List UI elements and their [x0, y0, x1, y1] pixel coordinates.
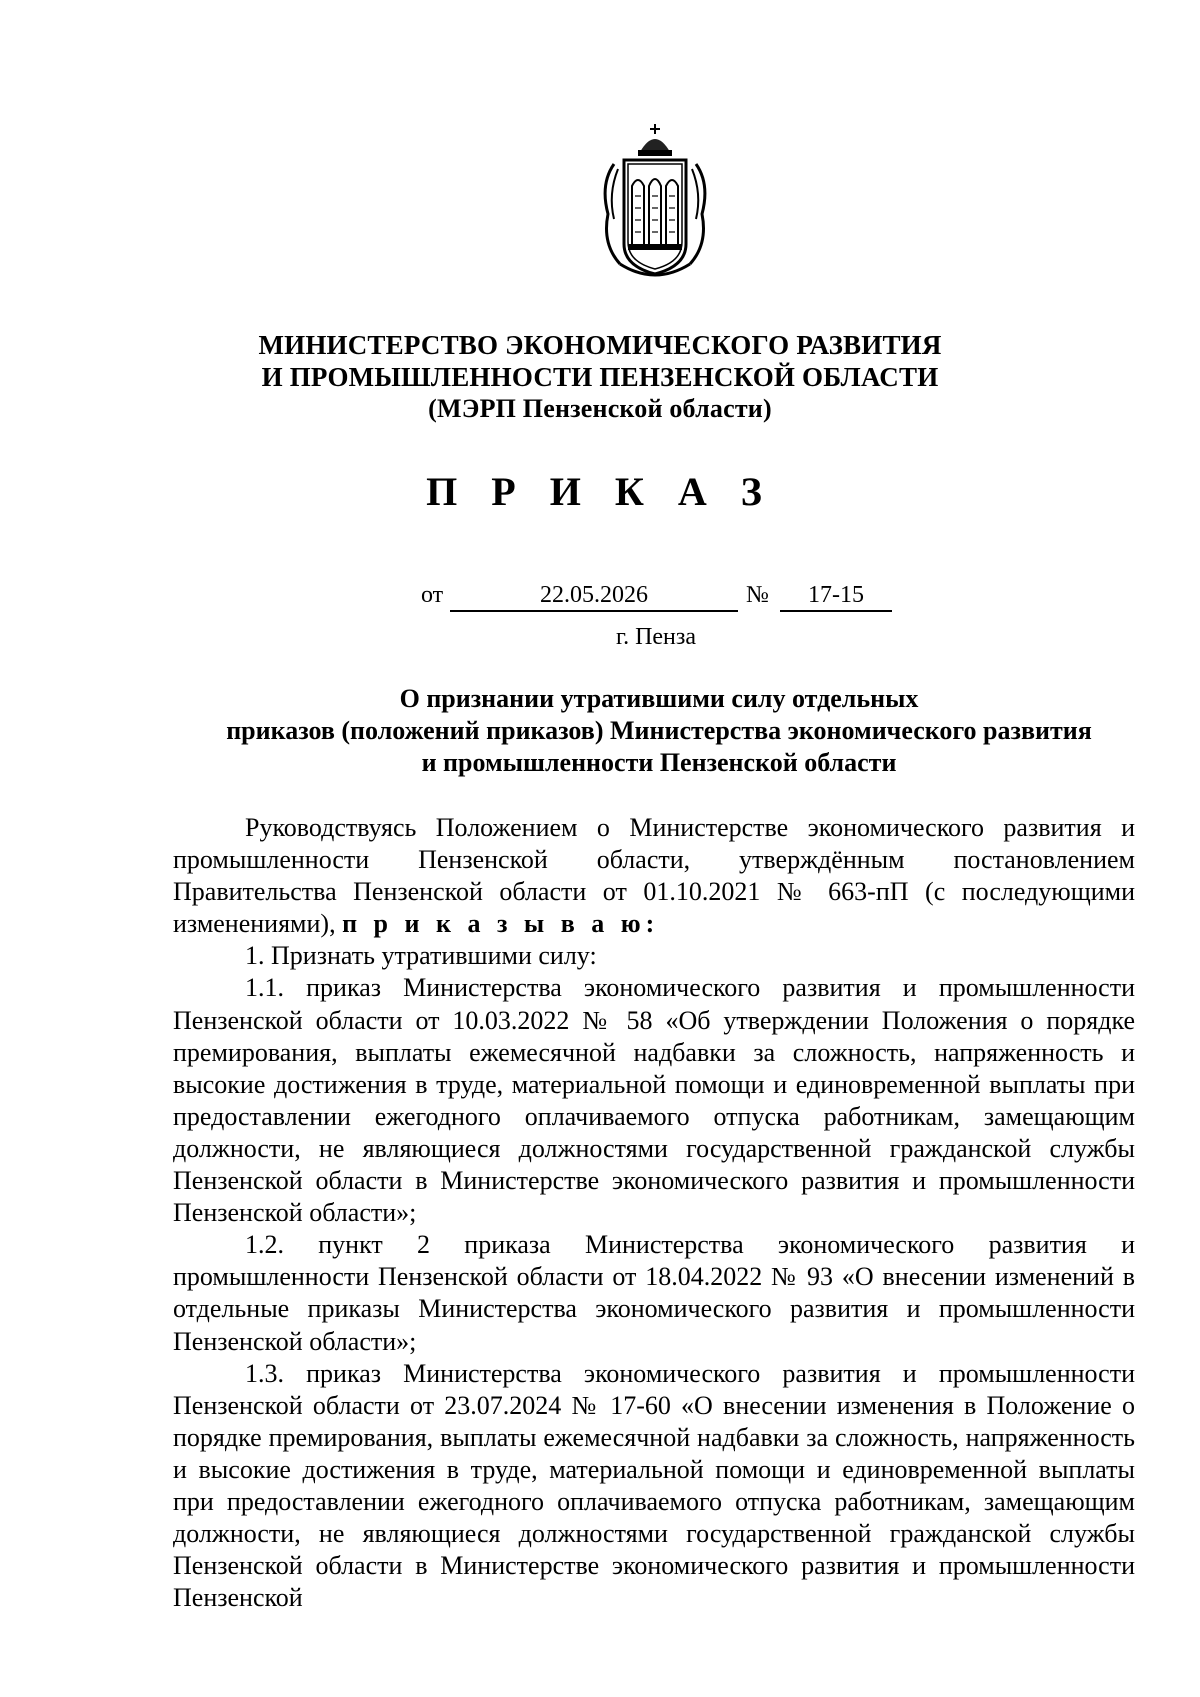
- item-1-3: 1.3. приказ Министерства экономического развития и промышленности Пензенской области от 23.07.2024 № 17-60 «О внесении изменения в Положение о порядке премирования, выплаты ежемесячной надбавки за сложность, напряженность и высокие достижения в труде, материальной помощи и единовременной выплаты при предоставлении ежегодного оплачиваемого отпуска работникам, замещающим должности, не являющиеся должностями государственной гражданской службы Пензенской области в Министерстве экономического развития и промышленности Пензенской: [173, 1358, 1135, 1613]
- city: г. Пенза: [615, 624, 697, 650]
- item-1-2: 1.2. пункт 2 приказа Министерства экономического развития и промышленности Пензенской области от 18.04.2022 № 93 «О внесении изменений в отдельные приказы Министерства экономического развития и промышленности Пензенской области»;: [173, 1230, 1135, 1356]
- item-1-1: 1.1. приказ Министерства экономического развития и промышленности Пензенской области от 10.03.2022 № 58 «Об утверждении Положения о порядке премирования, выплаты ежемесячной надбавки за сложность, напряженность и высокие достижения в труде, материальной помощи и единовременной выплаты при предоставлении ежегодного оплачиваемого отпуска работникам, замещающим должности, не являющиеся должностями государственной гражданской службы Пензенской области в Министерстве экономического развития и промышленности Пензенской области»;: [173, 973, 1135, 1228]
- subject-line3: и промышленности Пензенской области: [421, 748, 897, 777]
- number-prefix: №: [746, 582, 769, 608]
- ministry-name-line2: И ПРОМЫШЛЕННОСТИ ПЕНЗЕНСКОЙ ОБЛАСТИ: [261, 362, 939, 392]
- order-word: п р и к а з ы в а ю:: [342, 909, 660, 939]
- intro-text: Руководствуясь Положением о Министерстве экономического развития и промышленности Пензенской области, утверждённым постановлением Правительства Пензенской области от 01.10.2021 № 663-пП (с последующими изменениями),: [173, 813, 1135, 939]
- ministry-abbreviation: (МЭРП Пензенской области): [428, 394, 772, 423]
- date-prefix: от: [421, 582, 444, 608]
- intro-paragraph: [173, 812, 1135, 940]
- subject-line2: приказов (положений приказов) Министерства экономического развития: [226, 716, 1092, 745]
- subject-line1: О признании утратившими силу отдельных: [399, 684, 919, 713]
- document-type-title: П Р И К А З: [426, 469, 774, 514]
- coat-of-arms-emblem: [600, 124, 710, 284]
- document-body: [173, 812, 1135, 1614]
- document-date: 22.05.2026: [450, 582, 738, 612]
- item-1: 1. Признать утратившими силу:: [245, 941, 597, 971]
- document-number: 17-15: [780, 582, 892, 612]
- ministry-name-line1: МИНИСТЕРСТВО ЭКОНОМИЧЕСКОГО РАЗВИТИЯ: [258, 330, 942, 360]
